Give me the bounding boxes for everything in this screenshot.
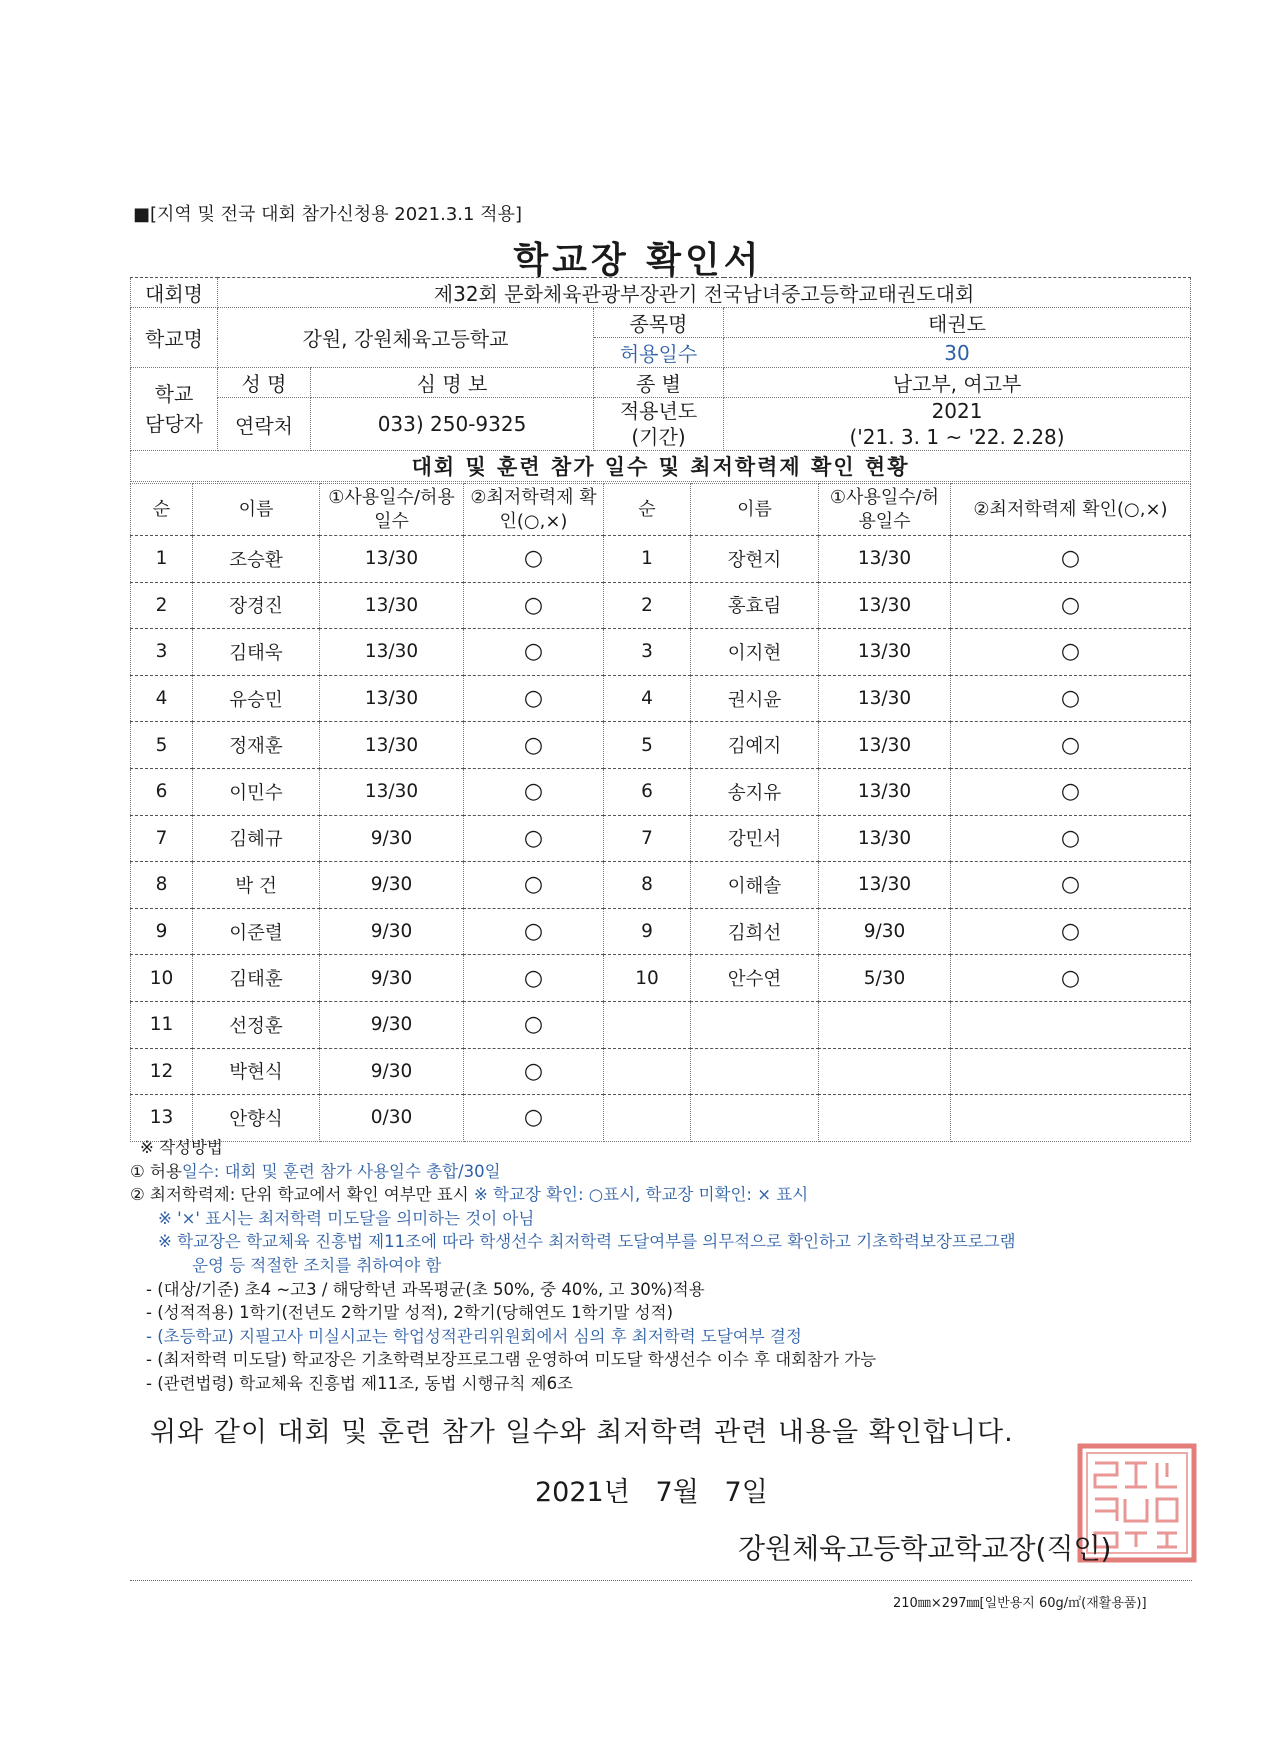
right-days-cell: 13/30 (819, 768, 951, 815)
note-2-mark-legend: ※ 학교장 확인: ○표시, 학교장 미확인: × 표시 (473, 1185, 809, 1205)
right-check-cell: ○ (951, 675, 1191, 722)
contact-person-label-line2: 담당자 (145, 412, 203, 436)
right-days-cell: 9/30 (819, 908, 951, 955)
left-days-cell: 9/30 (320, 815, 464, 862)
right-name-cell: 장현지 (691, 536, 819, 583)
right-name-cell: 권시윤 (691, 675, 819, 722)
table-row (131, 1095, 1191, 1142)
right-days-cell: 13/30 (819, 675, 951, 722)
left-name-cell: 유승민 (193, 675, 320, 722)
footer-divider (130, 1580, 1192, 1581)
right-days-cell (819, 1095, 951, 1142)
form-header-note: ■[지역 및 전국 대회 참가신청용 2021.3.1 적용] (133, 204, 522, 225)
header-days-left: ①사용일수/허용 일수 (320, 484, 464, 536)
year-value-line1: 2021 (931, 399, 983, 423)
table-row (131, 722, 1191, 769)
competition-name: 제32회 문화체육관광부장관기 전국남녀중고등학교태권도대회 (218, 278, 1191, 308)
right-check-cell: ○ (951, 536, 1191, 583)
right-name-cell: 홍효림 (691, 582, 819, 629)
right-check-cell: ○ (951, 815, 1191, 862)
left-no-cell: 1 (131, 536, 193, 583)
left-days-cell: 13/30 (320, 536, 464, 583)
table-row (131, 675, 1191, 722)
left-no-cell: 11 (131, 1001, 193, 1048)
right-check-cell: ○ (951, 862, 1191, 909)
left-days-cell: 9/30 (320, 955, 464, 1002)
table-row (131, 629, 1191, 676)
right-check-cell: ○ (951, 955, 1191, 1002)
phone-label: 연락처 (218, 398, 311, 451)
left-days-cell: 9/30 (320, 862, 464, 909)
left-no-cell: 7 (131, 815, 193, 862)
table-row (131, 768, 1191, 815)
document-title: 학교장 확인서 (513, 240, 763, 281)
right-days-cell: 13/30 (819, 862, 951, 909)
left-name-cell: 조승환 (193, 536, 320, 583)
left-no-cell: 2 (131, 582, 193, 629)
table-row (131, 1001, 1191, 1048)
year-value (724, 398, 1191, 451)
notes-heading: ※ 작성방법 (140, 1138, 223, 1157)
note-1-prefix: ① 허용 (130, 1161, 182, 1181)
right-no-cell: 9 (604, 908, 691, 955)
table-row (131, 536, 1191, 583)
right-no-cell (604, 1001, 691, 1048)
right-check-cell: ○ (951, 908, 1191, 955)
bullet-grades: - (성적적용) 1학기(전년도 2학기말 성적), 2학기(당해연도 1학기말 성적) (146, 1303, 674, 1323)
year-label-line1: 적용년도 (619, 399, 698, 423)
right-no-cell (604, 1095, 691, 1142)
right-days-cell: 5/30 (819, 955, 951, 1002)
left-check-cell: ○ (464, 582, 604, 629)
right-name-cell: 강민서 (691, 815, 819, 862)
left-name-cell: 장경진 (193, 582, 320, 629)
left-name-cell: 김혜규 (193, 815, 320, 862)
right-days-cell: 13/30 (819, 722, 951, 769)
year-period-line2: ('21. 3. 1 ~ '22. 2.28) (849, 425, 1065, 449)
left-no-cell: 12 (131, 1048, 193, 1095)
right-days-cell: 13/30 (819, 536, 951, 583)
note-1 (130, 1160, 1200, 1184)
right-name-cell: 김희선 (691, 908, 819, 955)
right-name-cell (691, 1001, 819, 1048)
table-header-row (131, 484, 1191, 536)
right-check-cell (951, 1095, 1191, 1142)
left-days-cell: 13/30 (320, 582, 464, 629)
participation-table (130, 483, 1191, 1142)
right-name-cell (691, 1095, 819, 1142)
paper-size-note: 210㎜×297㎜[일반용지 60g/㎡(재활용품)] (893, 1596, 1147, 1611)
left-check-cell: ○ (464, 1001, 604, 1048)
left-check-cell: ○ (464, 1095, 604, 1142)
right-name-cell: 김예지 (691, 722, 819, 769)
left-name-cell: 김태욱 (193, 629, 320, 676)
left-check-cell: ○ (464, 908, 604, 955)
allowed-days-label: 허용일수 (594, 338, 724, 368)
left-no-cell: 8 (131, 862, 193, 909)
status-section-title: 대회 및 훈련 참가 일수 및 최저학력제 확인 현황 (131, 451, 1191, 482)
left-name-cell: 박현식 (193, 1048, 320, 1095)
left-check-cell: ○ (464, 536, 604, 583)
left-name-cell: 김태훈 (193, 955, 320, 1002)
right-name-cell: 이지현 (691, 629, 819, 676)
note-3: ※ '×' 표시는 최저학력 미도달을 의미하는 것이 아님 (158, 1208, 535, 1228)
right-no-cell: 10 (604, 955, 691, 1002)
right-check-cell: ○ (951, 582, 1191, 629)
right-check-cell (951, 1001, 1191, 1048)
left-no-cell: 3 (131, 629, 193, 676)
confirmation-statement: 위와 같이 대회 및 훈련 참가 일수와 최저학력 관련 내용을 확인합니다. (150, 1417, 1014, 1448)
bullet-below-minimum: - (최저학력 미도달) 학교장은 기초학력보장프로그램 운영하여 미도달 학생선수 이수 후 대회참가 가능 (146, 1350, 877, 1370)
info-table (130, 277, 1191, 482)
header-check-right: ②최저학력제 확인(○,×) (951, 484, 1191, 536)
competition-label: 대회명 (131, 278, 218, 308)
event-value: 태권도 (724, 308, 1191, 338)
left-check-cell: ○ (464, 955, 604, 1002)
header-name-right: 이름 (691, 484, 819, 536)
right-check-cell: ○ (951, 629, 1191, 676)
left-check-cell: ○ (464, 815, 604, 862)
event-label: 종목명 (594, 308, 724, 338)
table-row (131, 582, 1191, 629)
right-no-cell: 7 (604, 815, 691, 862)
right-no-cell: 2 (604, 582, 691, 629)
left-no-cell: 9 (131, 908, 193, 955)
left-no-cell: 13 (131, 1095, 193, 1142)
left-check-cell: ○ (464, 862, 604, 909)
instructions (130, 1136, 1200, 1396)
right-check-cell: ○ (951, 768, 1191, 815)
name-label: 성 명 (218, 368, 311, 398)
left-check-cell: ○ (464, 768, 604, 815)
right-name-cell: 송지유 (691, 768, 819, 815)
right-check-cell (951, 1048, 1191, 1095)
left-days-cell: 13/30 (320, 675, 464, 722)
table-row (131, 908, 1191, 955)
left-check-cell: ○ (464, 722, 604, 769)
left-days-cell: 13/30 (320, 768, 464, 815)
right-days-cell: 13/30 (819, 629, 951, 676)
left-days-cell: 13/30 (320, 722, 464, 769)
table-row (131, 955, 1191, 1002)
left-days-cell: 9/30 (320, 1001, 464, 1048)
school-label: 학교명 (131, 308, 218, 368)
left-name-cell: 안향식 (193, 1095, 320, 1142)
note-4: ※ 학교장은 학교체육 진흥법 제11조에 따라 학생선수 최저학력 도달여부를 의무적으로 확인하고 기초학력보장프로그램 (158, 1232, 1016, 1252)
note-2 (130, 1183, 1200, 1207)
left-days-cell: 9/30 (320, 908, 464, 955)
left-days-cell: 13/30 (320, 629, 464, 676)
left-days-cell: 0/30 (320, 1095, 464, 1142)
left-name-cell: 박 건 (193, 862, 320, 909)
note-5: 운영 등 적절한 조치를 취하여야 함 (192, 1255, 442, 1275)
header-no-right: 순 (604, 484, 691, 536)
right-days-cell (819, 1048, 951, 1095)
right-name-cell: 안수연 (691, 955, 819, 1002)
contact-person-label (131, 368, 218, 451)
division-value: 남고부, 여고부 (724, 368, 1191, 398)
left-check-cell: ○ (464, 1048, 604, 1095)
bullet-law: - (관련법령) 학교체육 진흥법 제11조, 동법 시행규칙 제6조 (146, 1373, 573, 1393)
right-no-cell: 8 (604, 862, 691, 909)
right-no-cell: 6 (604, 768, 691, 815)
year-label (594, 398, 724, 451)
left-check-cell: ○ (464, 629, 604, 676)
header-check-left: ②최저학력제 확인(○,×) (464, 484, 604, 536)
header-name-left: 이름 (193, 484, 320, 536)
table-row (131, 1048, 1191, 1095)
note-2-text: ② 최저학력제: 단위 학교에서 확인 여부만 표시 (130, 1185, 474, 1205)
allowed-days-value: 30 (724, 338, 1191, 368)
left-name-cell: 이준렬 (193, 908, 320, 955)
left-no-cell: 4 (131, 675, 193, 722)
principal-signature: 강원체육고등학교학교장(직인) (738, 1532, 1112, 1565)
right-no-cell: 5 (604, 722, 691, 769)
right-no-cell: 4 (604, 675, 691, 722)
confirmation-date: 2021년 7월 7일 (535, 1477, 768, 1508)
year-label-line2: (기간) (631, 425, 686, 449)
right-days-cell: 13/30 (819, 582, 951, 629)
right-no-cell: 3 (604, 629, 691, 676)
phone-value: 033) 250-9325 (311, 398, 594, 451)
right-name-cell (691, 1048, 819, 1095)
contact-person-label-line1: 학교 (154, 382, 194, 406)
bullet-elementary: - (초등학교) 지필고사 미실시교는 학업성적관리위원회에서 심의 후 최저학력 도달여부 결정 (146, 1326, 802, 1346)
note-1-text: 일수: 대회 및 훈련 참가 사용일수 총합/30일 (181, 1161, 501, 1181)
table-row (131, 862, 1191, 909)
header-days-right: ①사용일수/허 용일수 (819, 484, 951, 536)
right-check-cell: ○ (951, 722, 1191, 769)
left-name-cell: 선정훈 (193, 1001, 320, 1048)
left-no-cell: 5 (131, 722, 193, 769)
school-name: 강원, 강원체육고등학교 (218, 308, 594, 368)
left-no-cell: 10 (131, 955, 193, 1002)
contact-name: 심 명 보 (311, 368, 594, 398)
left-name-cell: 이민수 (193, 768, 320, 815)
left-days-cell: 9/30 (320, 1048, 464, 1095)
left-check-cell: ○ (464, 675, 604, 722)
right-no-cell: 1 (604, 536, 691, 583)
right-days-cell (819, 1001, 951, 1048)
header-no-left: 순 (131, 484, 193, 536)
right-no-cell (604, 1048, 691, 1095)
table-row (131, 815, 1191, 862)
division-label: 종 별 (594, 368, 724, 398)
left-name-cell: 정재훈 (193, 722, 320, 769)
bullet-target: - (대상/기준) 초4 ~고3 / 해당학년 과목평균(초 50%, 중 40%, 고 30%)적용 (146, 1279, 705, 1299)
left-no-cell: 6 (131, 768, 193, 815)
right-name-cell: 이해솔 (691, 862, 819, 909)
right-days-cell: 13/30 (819, 815, 951, 862)
